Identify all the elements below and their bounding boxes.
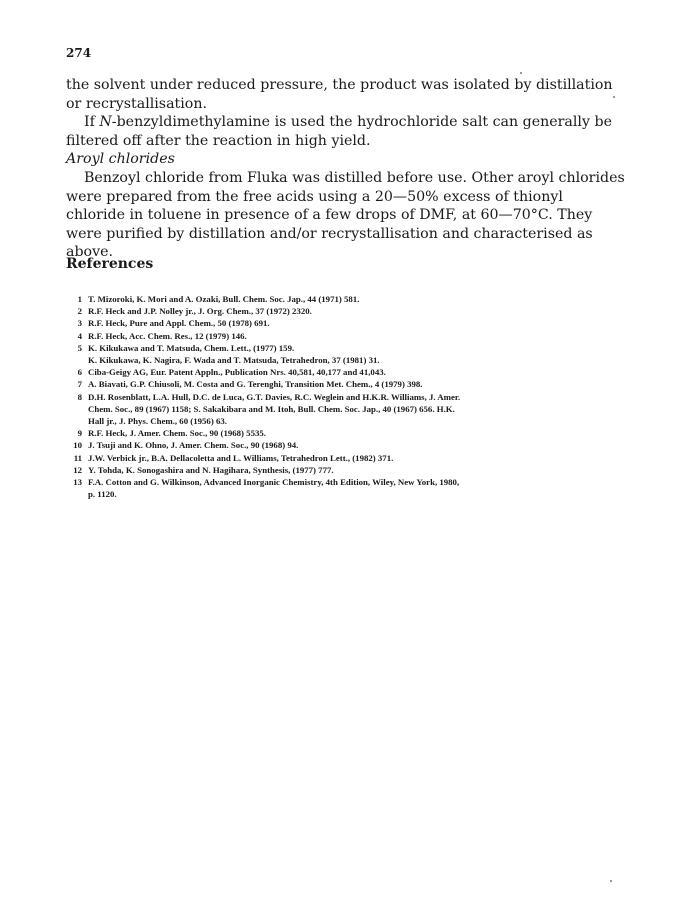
reference-number: 9	[77, 428, 82, 439]
reference-text	[88, 305, 626, 317]
reference-text	[88, 330, 626, 342]
paragraph-continuation: the solvent under reduced pressure, the product was isolated by distillation or recrystallisation.	[66, 77, 613, 112]
references-heading: References	[66, 256, 154, 272]
reference-line: K. Kikukawa and T. Matsuda, Chem. Lett., (1977) 159.	[88, 342, 295, 353]
reference-line: D.H. Rosenblatt, L.A. Hull, D.C. de Luca, G.T. Davies, R.C. Weglein and H.K.R. Williams, J. Amer.	[88, 391, 461, 402]
reference-text	[88, 476, 626, 500]
paragraph-hydrochloride	[66, 113, 626, 150]
reference-item	[66, 366, 626, 378]
reference-number: 7	[77, 379, 82, 390]
reference-item	[66, 330, 626, 342]
reference-line: R.F. Heck, Pure and Appl. Chem., 50 (1978) 691.	[88, 318, 270, 329]
scan-speck	[610, 880, 612, 882]
reference-line: R.F. Heck, J. Amer. Chem. Soc., 90 (1968) 5535.	[88, 428, 266, 439]
reference-item	[66, 305, 626, 317]
reference-line: J.W. Verbick jr., B.A. Dellacoletta and L. Williams, Tetrahedron Lett., (1982) 371.	[88, 452, 394, 463]
reference-line: p. 1120.	[88, 489, 117, 500]
reference-number: 4	[77, 330, 82, 341]
references-list	[66, 293, 626, 500]
reference-line: T. Mizoroki, K. Mori and A. Ozaki, Bull. Chem. Soc. Jap., 44 (1971) 581.	[88, 294, 360, 304]
reference-line: Hall jr., J. Phys. Chem., 60 (1956) 63.	[88, 416, 227, 427]
reference-item	[66, 452, 626, 464]
reference-item	[66, 378, 626, 390]
reference-number: 5	[77, 342, 82, 353]
reference-text	[88, 293, 626, 305]
reference-number: 12	[73, 464, 82, 475]
scan-speck	[613, 96, 615, 98]
reference-line: F.A. Cotton and G. Wilkinson, Advanced Inorganic Chemistry, 4th Edition, Wiley, New York, 1980,	[88, 477, 460, 488]
reference-line: J. Tsuji and K. Ohno, J. Amer. Chem. Soc., 90 (1968) 94.	[88, 440, 299, 451]
reference-line: Ciba-Geigy AG, Eur. Patent Appln., Publication Nrs. 40,581, 40,177 and 41,043.	[88, 367, 386, 378]
reference-line: K. Kikukawa, K. Nagira, F. Wada and T. Matsuda, Tetrahedron, 37 (1981) 31.	[88, 355, 380, 366]
page-number: 274	[66, 46, 92, 60]
paragraph-aroyl: Benzoyl chloride from Fluka was distilled before use. Other aroyl chlorides were prepared from the free acids using a 20—50% excess of thionyl chloride in toluene in presence of a few drops of DMF, at 60—70°C. They were purified by distillation and/or recrystallisation and characterised as above.	[66, 169, 625, 261]
reference-line: R.F. Heck, Acc. Chem. Res., 12 (1979) 146.	[88, 330, 247, 341]
reference-item	[66, 391, 626, 428]
reference-text	[88, 378, 626, 390]
reference-number: 11	[73, 452, 82, 463]
reference-item	[66, 427, 626, 439]
reference-item	[66, 476, 626, 500]
body-text	[66, 76, 626, 262]
reference-number: 2	[77, 306, 82, 317]
reference-number: 13	[73, 477, 82, 488]
reference-item	[66, 317, 626, 329]
reference-number: 1	[77, 294, 82, 304]
reference-line: Y. Tohda, K. Sonogashira and N. Hagihara, Synthesis, (1977) 777.	[88, 464, 334, 475]
reference-line: Chem. Soc., 89 (1967) 1158; S. Sakakibara and M. Itoh, Bull. Chem. Soc. Jap., 40 (1967) 656. H.K.	[88, 403, 455, 414]
reference-text	[88, 342, 626, 366]
reference-item	[66, 464, 626, 476]
reference-line: A. Biavati, G.P. Chiusoli, M. Costa and G. Terenghi, Transition Met. Chem., 4 (1979) 398.	[88, 379, 423, 390]
reference-text	[88, 391, 626, 428]
paragraph-prefix: If	[84, 114, 100, 131]
reference-text	[88, 427, 626, 439]
reference-text	[88, 317, 626, 329]
paragraph-rest: -benzyldimethylamine is used the hydrochloride salt can generally be filtered off after the reaction in high yield.	[66, 114, 612, 149]
reference-text	[88, 439, 626, 451]
reference-number: 10	[73, 440, 82, 451]
reference-number: 6	[77, 367, 82, 378]
reference-text	[88, 366, 626, 378]
reference-number: 8	[77, 391, 82, 402]
italic-n: N	[99, 114, 112, 131]
reference-text	[88, 452, 626, 464]
reference-item	[66, 293, 626, 305]
section-heading-aroyl-chlorides: Aroyl chlorides	[66, 151, 175, 168]
reference-item	[66, 342, 626, 366]
reference-number: 3	[77, 318, 82, 329]
scan-speck	[520, 72, 522, 74]
reference-text	[88, 464, 626, 476]
reference-line: R.F. Heck and J.P. Nolley jr., J. Org. Chem., 37 (1972) 2320.	[88, 306, 312, 317]
reference-item	[66, 439, 626, 451]
